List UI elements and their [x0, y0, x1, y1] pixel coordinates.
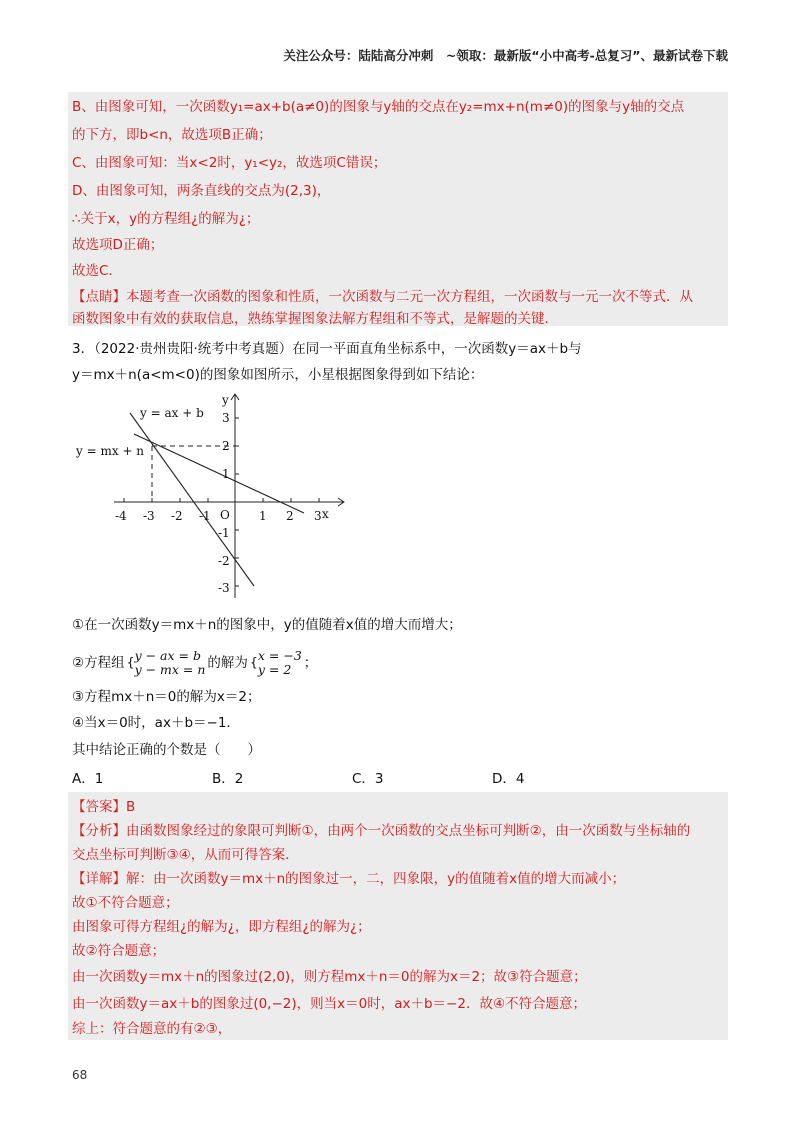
detail-line7: 综上：符合题意的有②③， — [72, 1021, 232, 1037]
conclusion-2-mid: 的解为 — [207, 655, 248, 671]
conclusion-line: 故选C． — [72, 263, 122, 279]
system-solution-line: ∴关于x，y的方程组¿的解为¿； — [72, 211, 260, 227]
conclusion-2-prefix: ②方程组 — [72, 655, 125, 671]
option-a: A．1 — [72, 771, 104, 787]
y-tick-label: -1 — [218, 526, 230, 540]
question-line1: 3．（2022·贵州贵阳·统考中考真题）在同一平面直角坐标系中，一次函数y＝ax＋b与 — [72, 341, 582, 357]
conclusion-2 — [72, 648, 317, 678]
option-d-analysis: D、由图象可知，两条直线的交点为(2,3)， — [72, 183, 331, 199]
remark-line2: 函数图象中有效的获取信息，熟练掌握图象法解方程组和不等式，是解题的关键． — [72, 311, 558, 327]
x-tick-label: -4 — [115, 509, 127, 523]
conclusion-3: ③方程mx＋n＝0的解为x＝2； — [72, 689, 261, 705]
remark-line1: 【点睛】本题考查一次函数的图象和性质，一次函数与二元一次方程组，一次函数与一元一次不等式．从 — [72, 289, 693, 305]
detail-line1: 【详解】解：由一次函数y＝mx＋n的图象过一，二，四象限，y的值随着x值的增大而减小； — [72, 871, 626, 887]
detail-line6: 由一次函数y＝ax＋b的图象过(0,−2)，则当x＝0时，ax＋b＝−2．故④不符合题意； — [72, 996, 587, 1012]
equation-2a: x = −3 — [257, 648, 302, 663]
analysis-line2: 交点坐标可判断③④，从而可得答案． — [72, 847, 299, 863]
x-axis-label: x — [322, 507, 329, 521]
option-b: B．2 — [212, 771, 244, 787]
detail-line2: 故①不符合题意； — [72, 895, 179, 911]
x-tick-label: -3 — [143, 509, 155, 523]
conclusion-2-end: ； — [303, 655, 318, 671]
option-d-correct: 故选项D正确； — [72, 237, 164, 253]
page-header: 关注公众号：陆陆高分冲刺 ~领取：最新版“小中高考-总复习”、最新试卷下载 — [283, 48, 728, 63]
option-c: C．3 — [352, 771, 384, 787]
detail-line3: 由图象可得方程组¿的解为¿，即方程组¿的解为¿； — [72, 919, 371, 935]
answer-line: 【答案】B — [72, 799, 136, 815]
function-graph — [72, 390, 352, 605]
analysis-line1: 【分析】由函数图象经过的象限可判断①，由两个一次函数的交点坐标可判断②，由一次函数与坐标轴的 — [72, 823, 691, 839]
option-b-analysis-line1: B、由图象可知，一次函数y₁=ax+b(a≠0)的图象与y轴的交点在y₂=mx+n(m≠0)的图象与y轴的交点 — [72, 99, 685, 115]
x-tick-label: -2 — [171, 509, 183, 523]
conclusion-4: ④当x＝0时，ax＋b＝−1． — [72, 715, 240, 731]
option-c-analysis: C、由图象可知：当x<2时，y₁<y₂，故选项C错误； — [72, 155, 387, 171]
page-number: 68 — [72, 1068, 88, 1082]
y-tick-label: -3 — [218, 581, 230, 595]
question-ask: 其中结论正确的个数是（ ） — [72, 742, 261, 758]
y-tick-label: 3 — [222, 411, 230, 425]
equation-1b: y − mx = n — [134, 662, 206, 677]
y-tick-label: -2 — [218, 554, 230, 568]
detail-line4: 故②符合题意； — [72, 943, 166, 959]
equation-2b: y = 2 — [257, 662, 292, 677]
option-d: D．4 — [492, 771, 525, 787]
x-tick-label: 1 — [259, 509, 267, 523]
label-mx-n: y = mx + n — [76, 444, 145, 458]
detail-line5: 由一次函数y＝mx＋n的图象过(2,0)，则方程mx＋n＝0的解为x＝2；故③符合题意； — [72, 969, 587, 985]
x-tick-label: 3 — [314, 509, 322, 523]
question-line2: y＝mx＋n(a<m<0)的图象如图所示，小星根据图象得到如下结论： — [72, 367, 484, 383]
y-tick-label: 2 — [222, 439, 230, 453]
equation-1a: y − ax = b — [134, 648, 201, 663]
x-tick-label: 2 — [286, 509, 294, 523]
equation-system-1: { y − ax = b y − mx = n — [126, 648, 206, 677]
origin-label: O — [220, 508, 230, 522]
conclusion-1: ①在一次函数y＝mx＋n的图象中，y的值随着x值的增大而增大； — [72, 617, 462, 633]
label-ax-b: y = ax + b — [140, 406, 204, 420]
x-tick-label: -1 — [199, 509, 211, 523]
y-tick-label: 1 — [222, 467, 230, 481]
y-axis-label: y — [222, 393, 229, 407]
option-b-analysis-line2: 的下方，即b<n，故选项B正确； — [72, 127, 272, 143]
equation-system-2: { x = −3 y = 2 — [249, 648, 302, 677]
